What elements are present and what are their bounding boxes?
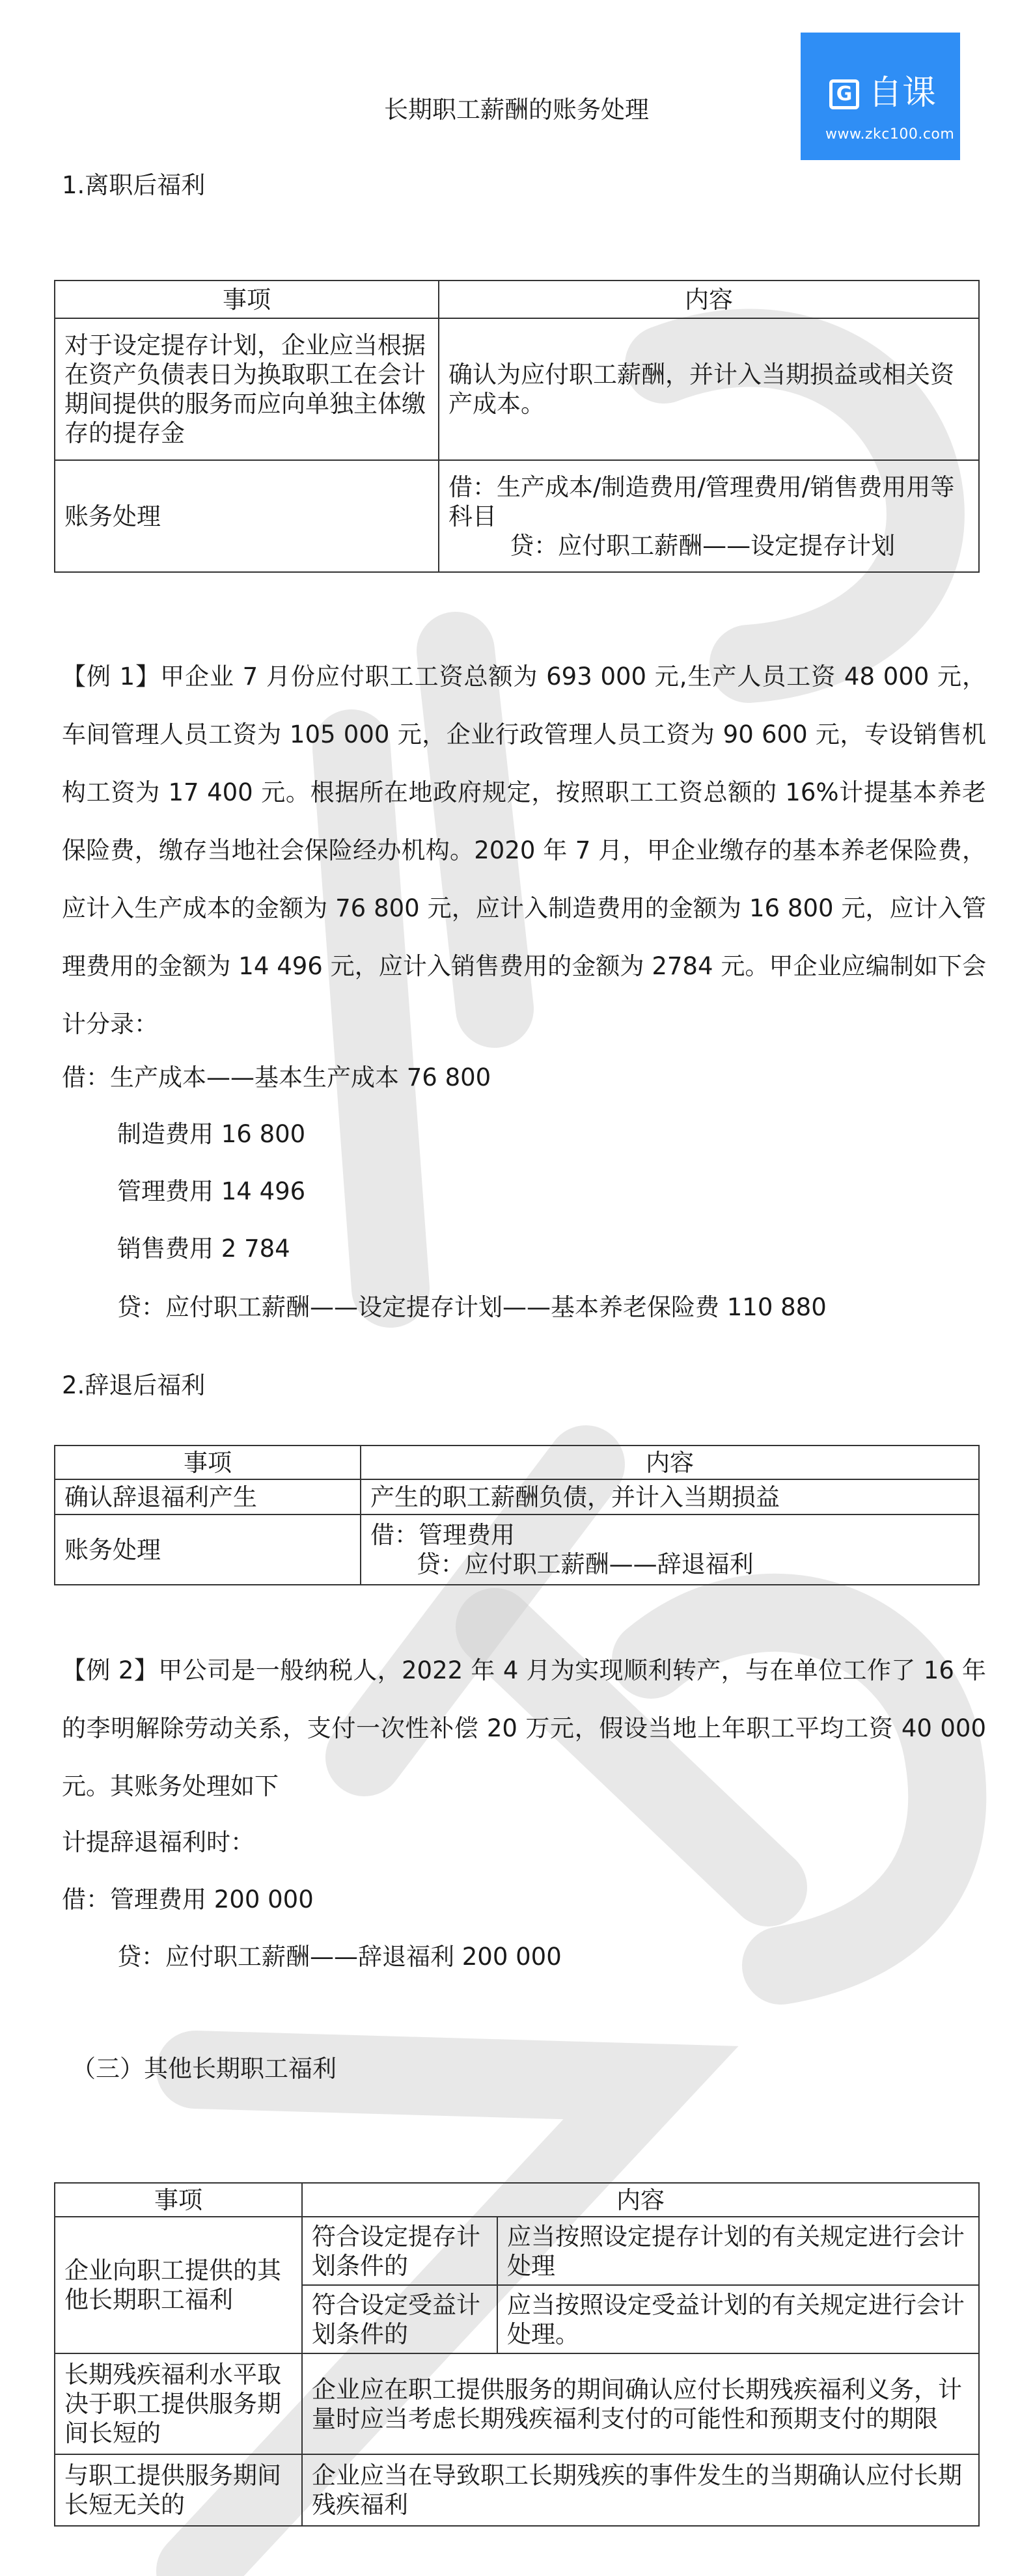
example-1-paragraph: 【例 1】甲企业 7 月份应付职工工资总额为 693 000 元,生产人员工资 48 000 元，车间管理人员工资为 105 000 元，企业行政管理人员工资为 90 600 元，专设销售机构工资为 17 400 元。根据所在地政府规定，按照职工工资总额的 16%计提基本养老保险费，缴存当地社会保险经办机构。2020 年 7 月，甲企业缴存的基本养老保险费，应计入生产成本的金额为 76 800 元，应计入制造费用的金额为 16 800 元，应计入管理费用的金额为 14 496 元，应计入销售费用的金额为 2784 元。甲企业应编制如下会计分录： [62,663,986,1038]
journal-entry: 贷：应付职工薪酬——设定提存计划——基本养老保险费 110 880 [117,1293,827,1321]
table-cell: 长期残疾福利水平取决于职工提供服务期间长短的 [55,2353,302,2454]
table-cell: 确认辞退福利产生 [55,1479,361,1514]
table-cell: 符合设定受益计划条件的 [302,2285,497,2353]
table-header: 内容 [361,1446,979,1479]
journal-entry: 借：生产成本——基本生产成本 76 800 [62,1063,491,1091]
table-cell: 应当按照设定受益计划的有关规定进行会计处理。 [497,2285,979,2353]
section1-table [54,280,980,573]
table-cell: 符合设定提存计划条件的 [302,2217,497,2285]
section2-table [54,1445,980,1585]
table-cell: 对于设定提存计划，企业应当根据在资产负债表日为换取职工在会计期间提供的服务而应向单独主体缴存的提存金 [55,318,439,460]
table-cell: 与职工提供服务期间长短无关的 [55,2454,302,2526]
logo-site: www.zkc100.com [825,126,955,143]
table-header: 事项 [55,2183,302,2217]
table-header: 内容 [302,2183,979,2217]
table-cell: 借：管理费用 贷：应付职工薪酬——辞退福利 [361,1514,979,1585]
section2-heading: 2.辞退后福利 [62,1371,206,1399]
journal-entry: 销售费用 2 784 [117,1235,290,1263]
table-cell: 产生的职工薪酬负债，并计入当期损益 [361,1479,979,1514]
section1-heading: 1.离职后福利 [62,171,206,199]
table-cell: 确认为应付职工薪酬，并计入当期损益或相关资产成本。 [439,318,979,460]
table-header: 内容 [439,281,979,318]
section3-table [54,2182,980,2527]
table-cell: 账务处理 [55,460,439,572]
logo-g-icon: G [829,79,859,109]
journal-entry: 借：管理费用 200 000 [62,1885,314,1913]
table-cell: 企业应当在导致职工长期残疾的事件发生的当期确认应付长期残疾福利 [302,2454,979,2526]
page-title: 长期职工薪酬的账务处理 [384,96,649,124]
zkc-logo[interactable] [801,33,960,160]
table-cell: 应当按照设定提存计划的有关规定进行会计处理 [497,2217,979,2285]
table-header: 事项 [55,281,439,318]
table-header: 事项 [55,1446,361,1479]
table-cell: 企业应在职工提供服务的期间确认应付长期残疾福利义务，计量时应当考虑长期残疾福利支付的可能性和预期支付的期限 [302,2353,979,2454]
logo-name: 自课 [868,74,937,113]
journal-entry: 管理费用 14 496 [117,1177,306,1205]
table-cell: 企业向职工提供的其他长期职工福利 [55,2217,302,2353]
journal-entry: 贷：应付职工薪酬——辞退福利 200 000 [117,1943,562,1971]
table-cell: 借：生产成本/制造费用/管理费用/销售费用用等科目 贷：应付职工薪酬——设定提存计划 [439,460,979,572]
journal-entry: 计提辞退福利时： [62,1828,255,1856]
section3-heading: （三）其他长期职工福利 [72,2055,337,2083]
table-cell: 账务处理 [55,1514,361,1585]
journal-entry: 制造费用 16 800 [117,1120,306,1148]
example-2-paragraph: 【例 2】甲公司是一般纳税人，2022 年 4 月为实现顺利转产，与在单位工作了 16 年的李明解除劳动关系，支付一次性补偿 20 万元，假设当地上年职工平均工资 40 000 元。其账务处理如下 [62,1656,986,1800]
